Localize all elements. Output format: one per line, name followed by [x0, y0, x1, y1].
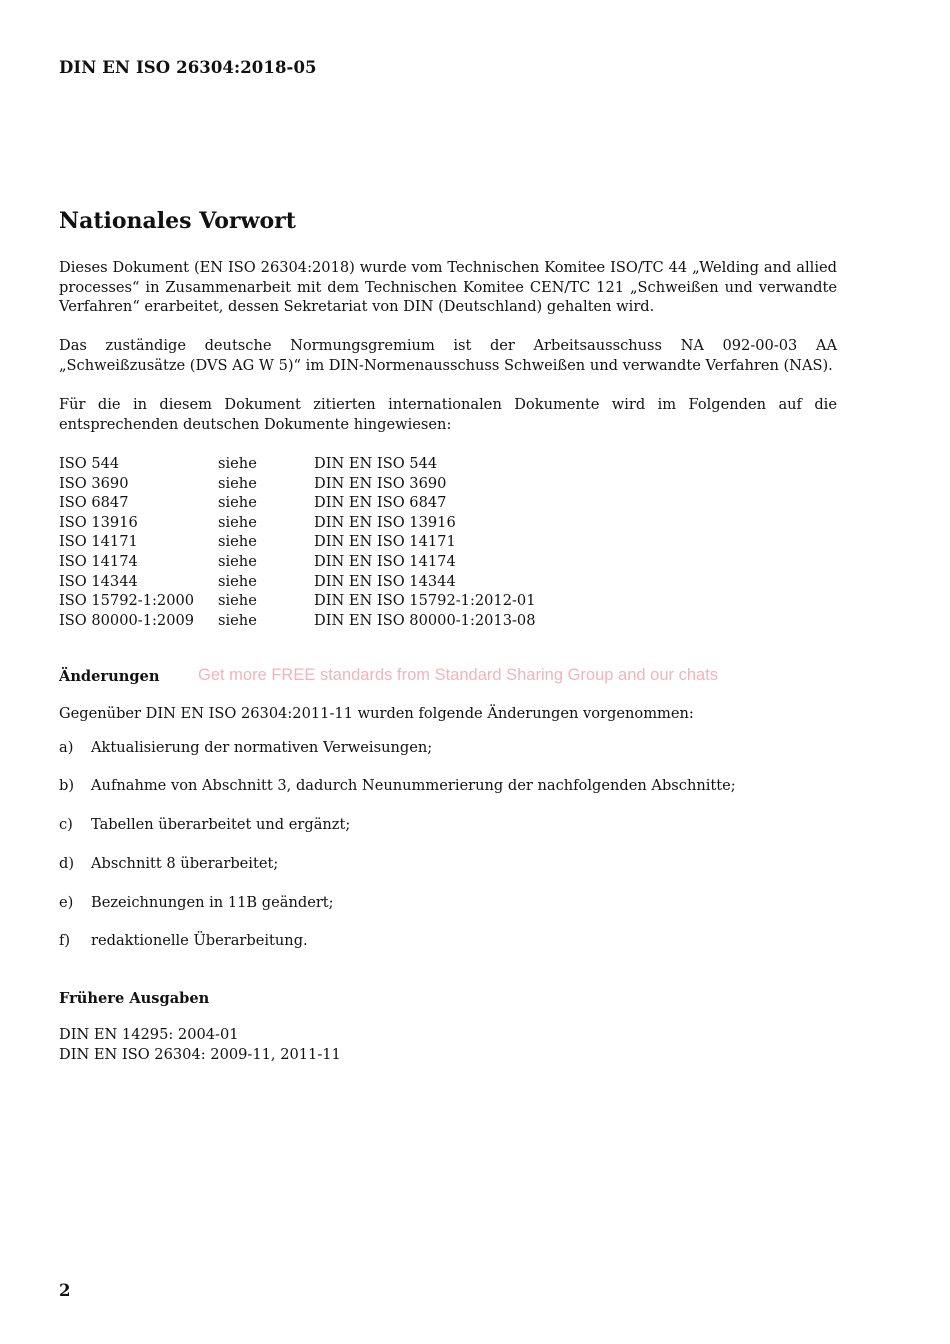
iso-reference: ISO 14171 — [59, 533, 138, 551]
list-item-label: c) — [59, 816, 73, 833]
iso-reference: ISO 14174 — [59, 552, 138, 570]
din-reference: DIN EN ISO 6847 — [314, 494, 447, 512]
previous-edition-line: DIN EN ISO 26304: 2009-11, 2011-11 — [59, 1046, 341, 1063]
list-item — [59, 932, 308, 949]
list-item-label: e) — [59, 894, 74, 911]
table-row — [59, 493, 536, 513]
previous-edition-line: DIN EN 14295: 2004-01 — [59, 1026, 239, 1043]
din-reference: DIN EN ISO 14344 — [314, 572, 456, 590]
list-item — [59, 855, 278, 872]
see-label: siehe — [218, 474, 257, 492]
see-label: siehe — [218, 552, 257, 570]
table-row — [59, 591, 536, 611]
list-item-label: f) — [59, 932, 71, 949]
list-item-text: Aktualisierung der normativen Verweisungen; — [91, 739, 433, 756]
iso-reference: ISO 14344 — [59, 572, 138, 590]
din-reference: DIN EN ISO 14174 — [314, 552, 456, 570]
list-item-label: d) — [59, 855, 75, 872]
iso-reference: ISO 15792-1:2000 — [59, 592, 195, 610]
list-item — [59, 894, 334, 911]
see-label: siehe — [218, 494, 257, 512]
list-item — [59, 816, 350, 833]
changes-intro — [59, 704, 837, 724]
iso-reference: ISO 544 — [59, 455, 120, 472]
document-id-header: DIN EN ISO 26304:2018-05 — [59, 58, 317, 77]
table-row — [59, 454, 536, 474]
list-item-label: b) — [59, 777, 75, 794]
paragraph-2 — [59, 336, 837, 375]
see-label: siehe — [218, 455, 257, 472]
changes-heading: Änderungen — [59, 668, 160, 685]
previous-editions-heading: Frühere Ausgaben — [59, 990, 210, 1007]
iso-reference: ISO 6847 — [59, 494, 129, 512]
din-reference: DIN EN ISO 3690 — [314, 474, 447, 492]
list-item-text: Bezeichnungen in 11B geändert; — [91, 894, 334, 911]
din-reference: DIN EN ISO 14171 — [314, 533, 456, 551]
table-row — [59, 572, 536, 592]
din-reference: DIN EN ISO 80000-1:2013-08 — [314, 611, 536, 629]
see-label: siehe — [218, 572, 257, 590]
reference-table — [59, 454, 536, 630]
paragraph-text: Das zuständige deutsche Normungsgremium ist der Arbeitsausschuss NA 092-00-03 AA „Schweißzusätze (DVS AG W 5)“ im DIN-Normenausschuss Schweißen und verwandte Verfahren (NAS). — [59, 337, 837, 374]
table-row — [59, 474, 536, 494]
paragraph-text: Dieses Dokument (EN ISO 26304:2018) wurde vom Technischen Komitee ISO/TC 44 „Welding and allied processes“ in Zusammenarbeit mit dem Technischen Komitee CEN/TC 121 „Schweißen und verwandte Verfahren“ erarbeitet, dessen Sekretariat von DIN (Deutschland) gehalten wird. — [59, 259, 837, 315]
din-reference: DIN EN ISO 15792-1:2012-01 — [314, 592, 536, 610]
list-item — [59, 739, 432, 756]
paragraph-3 — [59, 395, 837, 434]
din-reference: DIN EN ISO 13916 — [314, 513, 456, 531]
page-number: 2 — [59, 1281, 71, 1300]
list-item-text: Aufnahme von Abschnitt 3, dadurch Neunummerierung der nachfolgenden Abschnitte; — [91, 777, 736, 794]
iso-reference: ISO 80000-1:2009 — [59, 611, 195, 629]
table-row — [59, 611, 536, 631]
paragraph-text: Gegenüber DIN EN ISO 26304:2011-11 wurden folgende Änderungen vorgenommen: — [59, 705, 694, 722]
list-item-text: redaktionelle Überarbeitung. — [91, 932, 308, 949]
list-item-text: Abschnitt 8 überarbeitet; — [91, 855, 279, 872]
section-title: Nationales Vorwort — [59, 208, 296, 234]
watermark-text: Get more FREE standards from Standard Sharing Group and our chats — [198, 666, 719, 684]
paragraph-text: Für die in diesem Dokument zitierten internationalen Dokumente wird im Folgenden auf die entsprechenden deutschen Dokumente hingewiesen: — [59, 396, 837, 433]
see-label: siehe — [218, 611, 257, 629]
list-item-label: a) — [59, 739, 74, 756]
din-reference: DIN EN ISO 544 — [314, 455, 438, 472]
paragraph-1 — [59, 258, 837, 317]
see-label: siehe — [218, 592, 257, 610]
iso-reference: ISO 3690 — [59, 474, 129, 492]
iso-reference: ISO 13916 — [59, 513, 138, 531]
table-row — [59, 513, 536, 533]
see-label: siehe — [218, 513, 257, 531]
list-item-text: Tabellen überarbeitet und ergänzt; — [91, 816, 351, 833]
table-row — [59, 532, 536, 552]
table-row — [59, 552, 536, 572]
list-item — [59, 777, 736, 794]
see-label: siehe — [218, 533, 257, 551]
